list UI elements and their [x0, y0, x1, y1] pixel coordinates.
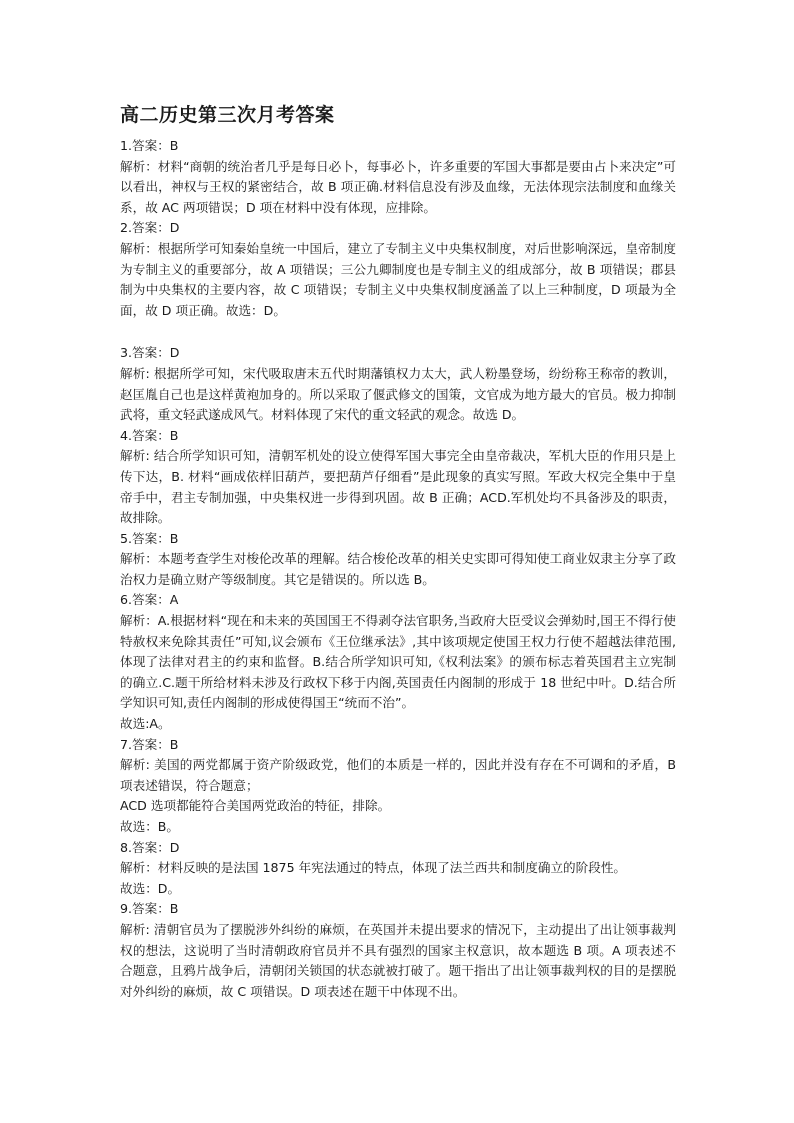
question-item-7	[120, 735, 676, 838]
analysis-block	[120, 611, 676, 735]
analysis-paragraph: 解析: 结合所学知识可知，清朝军机处的设立使得军国大事完全由皇帝裁决，军机大臣的作用只是上传下达，B. 材料“画成依样旧葫芦，要把葫芦仔细看”是此现象的真实写照。军政大权完全集中于皇帝手中，君主专制加强，中央集权进一步得到巩固。故 B 正确；ACD.军机处均不具备涉及的职责，故排除。	[120, 448, 676, 526]
answer-line: 2.答案：D	[120, 220, 180, 236]
analysis-block	[120, 446, 676, 528]
answer-line: 1.答案：B	[120, 138, 179, 153]
analysis-paragraph: ACD 选项都能符合美国两党政治的特征，排除。	[120, 798, 391, 814]
analysis-block	[120, 549, 676, 590]
analysis-block	[120, 157, 676, 219]
answer-line: 8.答案：D	[120, 839, 180, 855]
analysis-block	[120, 239, 676, 321]
answer-line: 5.答案：B	[120, 530, 179, 546]
question-item-3	[120, 343, 676, 425]
analysis-block	[120, 364, 676, 426]
analysis-paragraph: 解析：材料“商朝的统治者几乎是每日必卜，每事必卜，许多重要的军国大事都是要由占卜来决定”可以看出，神权与王权的紧密结合，故 B 项正确.材料信息没有涉及血缘，无法体现宗法制度和血缘关系，故 AC 两项错误；D 项在材料中没有体现，应排除。	[120, 158, 676, 215]
answer-document	[120, 102, 676, 1002]
document-title: 高二历史第三次月考答案	[120, 104, 335, 126]
analysis-conclusion: 故选:A。	[120, 716, 171, 732]
answer-line: 6.答案：A	[120, 592, 179, 608]
question-item-9	[120, 899, 676, 1002]
analysis-paragraph: 解析: 美国的两党都属于资产阶级政党，他们的本质是一样的，因此并没有存在不可调和的矛盾，B 项表述错误，符合题意；	[120, 757, 676, 793]
answer-line: 4.答案：B	[120, 427, 179, 443]
analysis-conclusion: 故选：B。	[120, 819, 180, 834]
question-item-4	[120, 426, 676, 529]
analysis-paragraph: 解析：A.根据材料“现在和未来的英国国王不得剥夺法官职务,当政府大臣受议会弹劾时,国王不得行使特赦权来免除其责任”可知,议会颁布《王位继承法》,其中该项规定使国王权力行使不超越法律范围,体现了法律对君主的约束和监督。B.结合所学知识可知,《权利法案》的颁布标志着英国君主立宪制的确立.C.题干所给材料未涉及行政权下移于内阁,英国责任内阁制的形成于 18 世纪中叶。D.结合所学知识可知,责任内阁制的形成使得国王“统而不治”。	[120, 613, 676, 711]
question-item-2	[120, 218, 676, 321]
analysis-paragraph: 解析: 清朝官员为了摆脱涉外纠纷的麻烦，在英国并未提出要求的情况下，主动提出了出让领事裁判权的想法，这说明了当时清朝政府官员并不具有强烈的国家主权意识，故本题选 B 项。A 项表述不合题意，且鸦片战争后，清朝闭关锁国的状态就被打破了。题干指出了出让领事裁判权的目的是摆脱对外纠纷的麻烦，故 C 项错误。D 项表述在题干中体现不出。	[120, 921, 676, 999]
question-item-1	[120, 136, 676, 218]
analysis-paragraph: 解析：根据所学可知秦始皇统一中国后，建立了专制主义中央集权制度，对后世影响深远，皇帝制度为专制主义的重要部分，故 A 项错误；三公九卿制度也是专制主义的组成部分，故 B 项错误；郡县制为中央集权的主要内容，故 C 项错误；专制主义中央集权制度涵盖了以上三种制度，D 项最为全面，故 D 项正确。故选：D。	[120, 240, 676, 318]
answer-line: 3.答案：D	[120, 345, 180, 361]
analysis-paragraph: 解析：本题考查学生对梭伦改革的理解。结合梭伦改革的相关史实即可得知使工商业奴隶主分享了政治权力是确立财产等级制度。其它是错误的。所以选 B。	[120, 551, 676, 587]
question-item-6	[120, 590, 676, 734]
analysis-paragraph: 解析: 根据所学可知，宋代吸取唐末五代时期藩镇权力太大，武人粉墨登场，纷纷称王称帝的教训，赵匡胤自己也是这样黄袍加身的。所以采取了偃武修文的国策，文官成为地方最大的官员。极力抑制武将，重文轻武遂成风气。材料体现了宋代的重文轻武的观念。故选 D。	[120, 365, 676, 423]
answer-line: 9.答案：B	[120, 901, 179, 917]
analysis-block	[120, 755, 676, 837]
question-item-5	[120, 529, 676, 591]
question-item-8	[120, 838, 676, 900]
analysis-block	[120, 920, 676, 1002]
analysis-conclusion: 故选：D。	[120, 880, 181, 896]
answer-line: 7.答案：B	[120, 736, 179, 752]
analysis-block	[120, 858, 676, 899]
analysis-paragraph: 解析：材料反映的是法国 1875 年宪法通过的特点，体现了法兰西共和制度确立的阶段性。	[120, 860, 627, 876]
